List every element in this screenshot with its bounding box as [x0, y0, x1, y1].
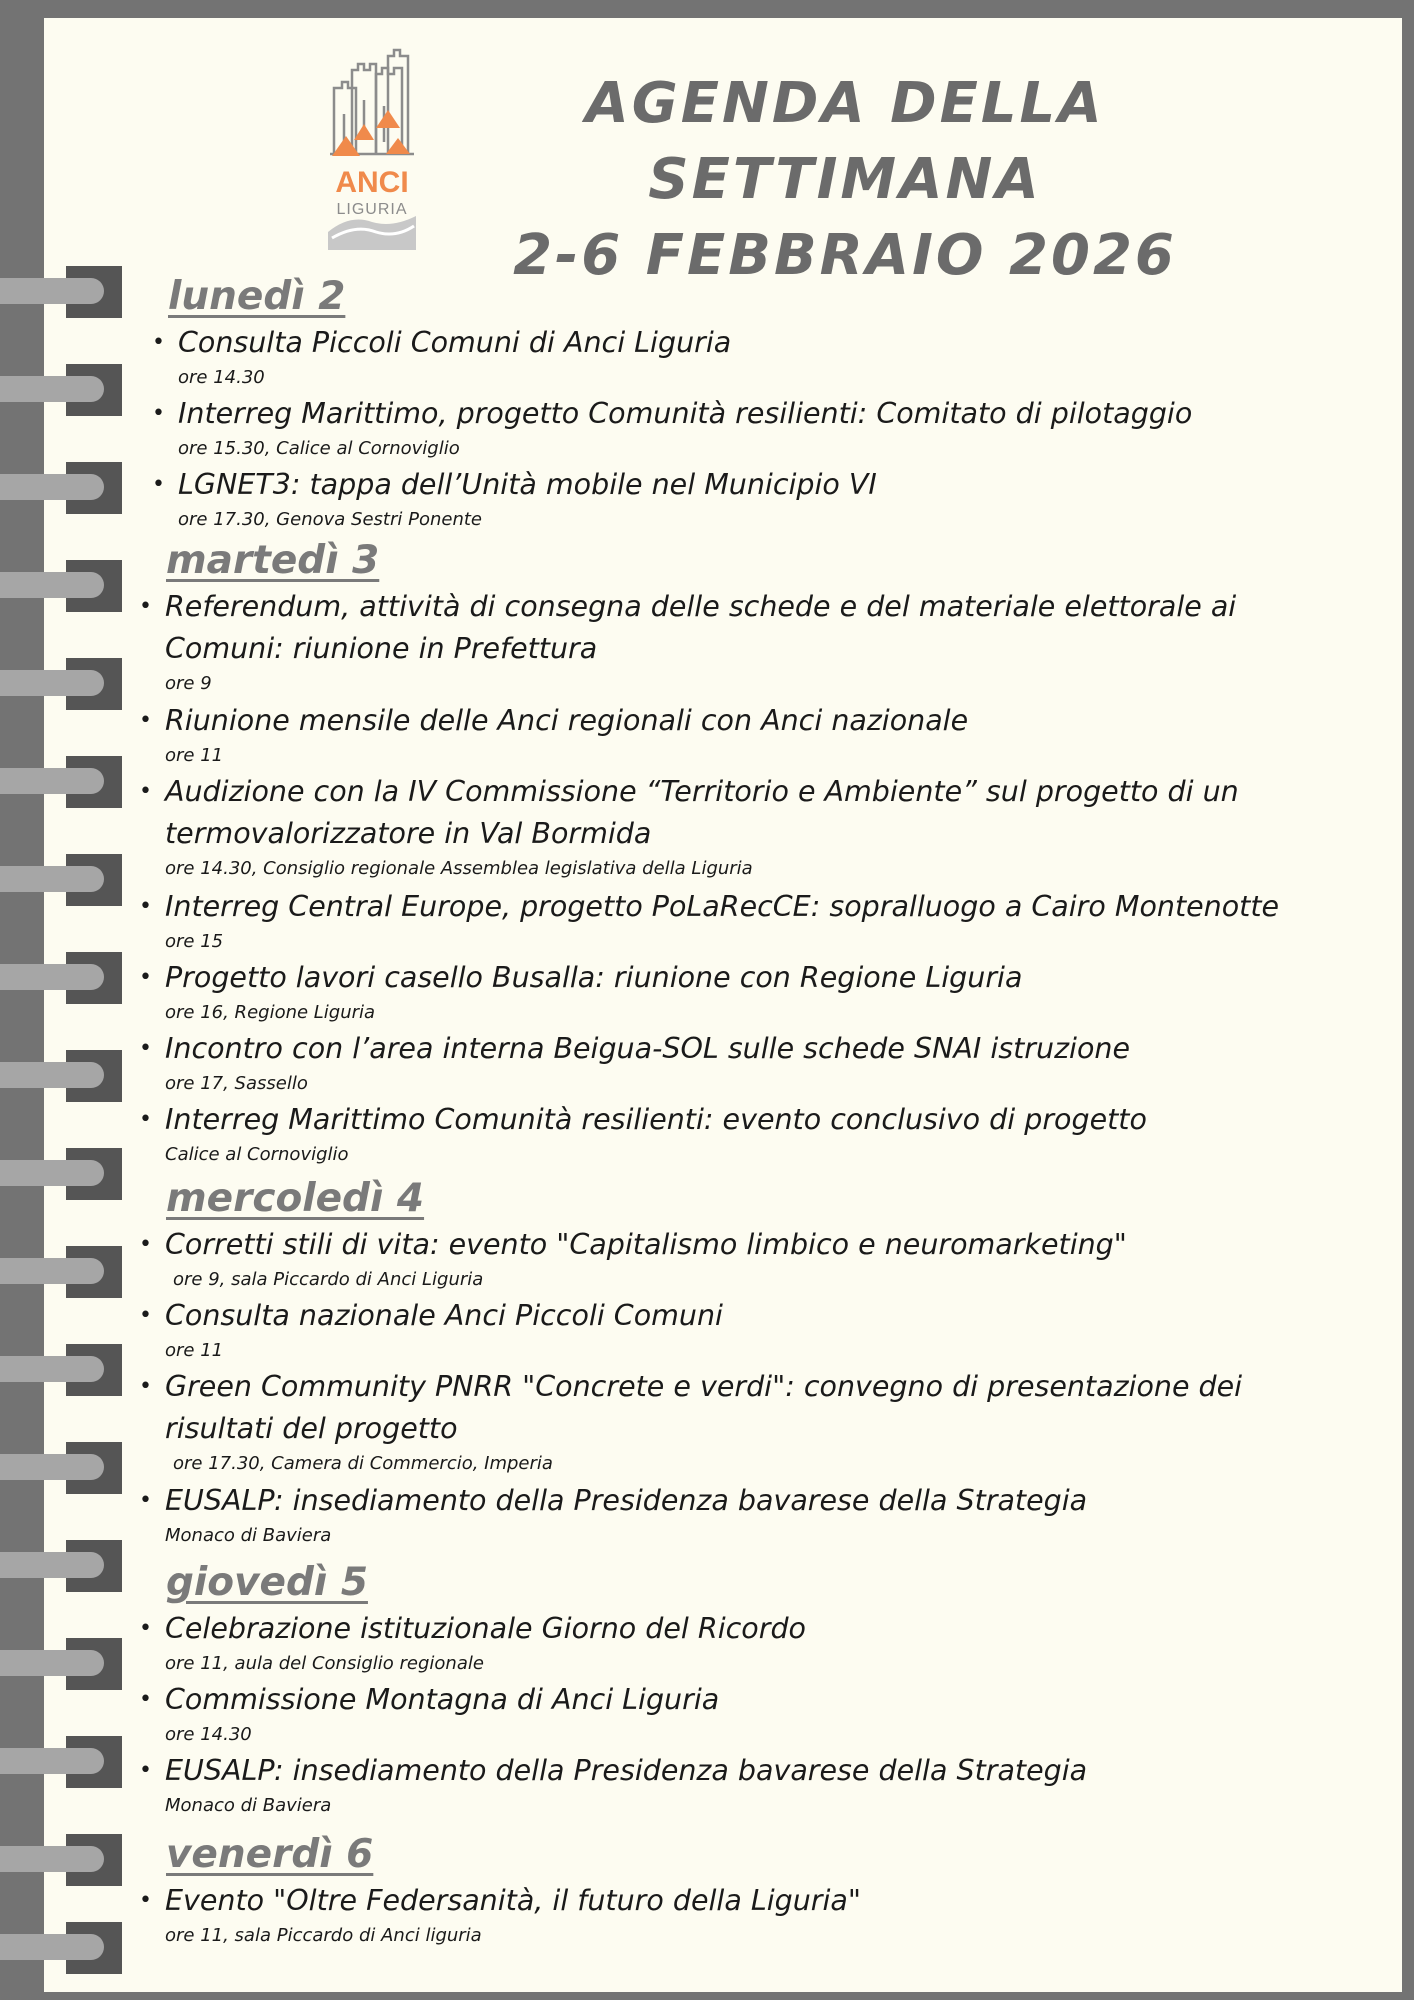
agenda-item-title: • Interreg Marittimo Comunità resilienti: evento conclusivo di progetto: [165, 1099, 1345, 1141]
agenda-item-details: ore 17.30, Genova Sestri Ponente: [178, 509, 482, 530]
agenda-item: [165, 1679, 1345, 1749]
agenda-item-details: ore 11, sala Piccardo di Anci liguria: [165, 1925, 482, 1946]
agenda-item: [165, 1224, 1345, 1294]
binding-ring: [0, 1832, 124, 1888]
day-heading-tuesday: martedì 3: [166, 538, 380, 583]
agenda-item-title: • Commissione Montagna di Anci Liguria: [165, 1679, 1345, 1721]
agenda-item-details: Calice al Cornoviglio: [165, 1144, 349, 1165]
agenda-item-details: ore 16, Regione Liguria: [165, 1002, 376, 1023]
binding-ring: [0, 852, 124, 908]
agenda-item-title: • EUSALP: insediamento della Presidenza bavarese della Strategia: [165, 1750, 1345, 1792]
binding-ring: [0, 1146, 124, 1202]
agenda-item-details: ore 14.30: [165, 1724, 252, 1745]
binding-ring: [0, 362, 124, 418]
agenda-item-title: • Interreg Central Europe, progetto PoLaRecCE: sopralluogo a Cairo Montenotte: [165, 886, 1355, 928]
logo-liguria-text: LIGURIA: [336, 201, 408, 218]
agenda-item-details: Monaco di Baviera: [165, 1795, 332, 1816]
agenda-item: [165, 771, 1345, 883]
agenda-item-details: ore 9, sala Piccardo di Anci Liguria: [173, 1269, 484, 1290]
agenda-item-title: • Incontro con l’area interna Beigua-SOL sulle schede SNAI istruzione: [165, 1028, 1345, 1070]
anci-liguria-logo: [326, 44, 418, 256]
agenda-item: [165, 700, 1345, 770]
binding-ring: [0, 1734, 124, 1790]
agenda-item-title: • Riunione mensile delle Anci regionali con Anci nazionale: [165, 700, 1345, 742]
agenda-item-title: • Interreg Marittimo, progetto Comunità resilienti: Comitato di pilotaggio: [178, 393, 1338, 435]
agenda-item-title: • Audizione con la IV Commissione “Territorio e Ambiente” sul progetto di un termovalorizzatore in Val Bormida: [165, 771, 1345, 855]
day-heading-monday: lunedì 2: [168, 274, 346, 319]
title-line-1: AGENDA DELLA SETTIMANA: [585, 71, 1105, 212]
agenda-item-details: ore 11, aula del Consiglio regionale: [165, 1653, 484, 1674]
day-heading-thursday: giovedì 5: [166, 1560, 368, 1605]
agenda-item: [165, 1750, 1345, 1820]
agenda-item: [165, 957, 1345, 1027]
agenda-item: [178, 464, 1338, 534]
agenda-item-details: ore 11: [165, 1340, 224, 1361]
agenda-item-details: ore 14.30, Consiglio regionale Assemblea legislativa della Liguria: [165, 858, 753, 879]
binding-ring: [0, 754, 124, 810]
binding-ring: [0, 1920, 124, 1976]
day-heading-wednesday: mercoledì 4: [166, 1176, 425, 1221]
binding-ring: [0, 264, 124, 320]
agenda-item-details: ore 15.30, Calice al Cornoviglio: [178, 438, 460, 459]
binding-ring: [0, 950, 124, 1006]
title-line-2: 2-6 FEBBRAIO 2026: [513, 223, 1177, 288]
agenda-item: [165, 1099, 1345, 1169]
agenda-item: [178, 393, 1338, 463]
agenda-item-details: ore 9: [165, 673, 212, 694]
agenda-item-title: • EUSALP: insediamento della Presidenza bavarese della Strategia: [165, 1480, 1345, 1522]
agenda-item-title: • Green Community PNRR "Concrete e verdi": convegno di presentazione dei risultati del progetto: [165, 1366, 1345, 1450]
agenda-item-title: • Celebrazione istituzionale Giorno del Ricordo: [165, 1608, 1345, 1650]
agenda-item-details: Monaco di Baviera: [165, 1525, 332, 1546]
agenda-item-title: • Consulta nazionale Anci Piccoli Comuni: [165, 1295, 1345, 1337]
agenda-item-title: • LGNET3: tappa dell’Unità mobile nel Municipio VI: [178, 464, 1338, 506]
binding-ring: [0, 1440, 124, 1496]
binding-ring: [0, 1342, 124, 1398]
agenda-item: [165, 586, 1345, 698]
agenda-item-title: • Referendum, attività di consegna delle schede e del materiale elettorale ai Comuni: riunione in Prefettura: [165, 586, 1345, 670]
binding-ring: [0, 1636, 124, 1692]
binding-ring: [0, 1244, 124, 1300]
binding-ring: [0, 460, 124, 516]
agenda-item: [165, 1480, 1345, 1550]
agenda-item-title: • Corretti stili di vita: evento "Capitalismo limbico e neuromarketing": [165, 1224, 1345, 1266]
logo-anci-text: ANCI: [335, 166, 409, 199]
agenda-item: [165, 1028, 1345, 1098]
agenda-item: [165, 1880, 1345, 1950]
binding-ring: [0, 1538, 124, 1594]
agenda-item-title: • Progetto lavori casello Busalla: riunione con Regione Liguria: [165, 957, 1345, 999]
agenda-item-details: ore 17.30, Camera di Commercio, Imperia: [173, 1453, 553, 1474]
agenda-item-title: • Consulta Piccoli Comuni di Anci Liguria: [178, 322, 1338, 364]
day-heading-friday: venerdì 6: [166, 1832, 374, 1877]
binding-ring: [0, 558, 124, 614]
agenda-item: [165, 886, 1355, 956]
agenda-item: [165, 1295, 1345, 1365]
binding-ring: [0, 1048, 124, 1104]
agenda-item-details: ore 15: [165, 931, 224, 952]
agenda-item: [178, 322, 1338, 392]
agenda-item-details: ore 14.30: [178, 367, 265, 388]
binding-ring: [0, 656, 124, 712]
agenda-item-title: • Evento "Oltre Federsanità, il futuro della Liguria": [165, 1880, 1345, 1922]
agenda-item: [165, 1608, 1345, 1678]
page-title: [430, 66, 1260, 294]
agenda-item: [165, 1366, 1345, 1478]
agenda-item-details: ore 17, Sassello: [165, 1073, 308, 1094]
agenda-item-details: ore 11: [165, 745, 224, 766]
